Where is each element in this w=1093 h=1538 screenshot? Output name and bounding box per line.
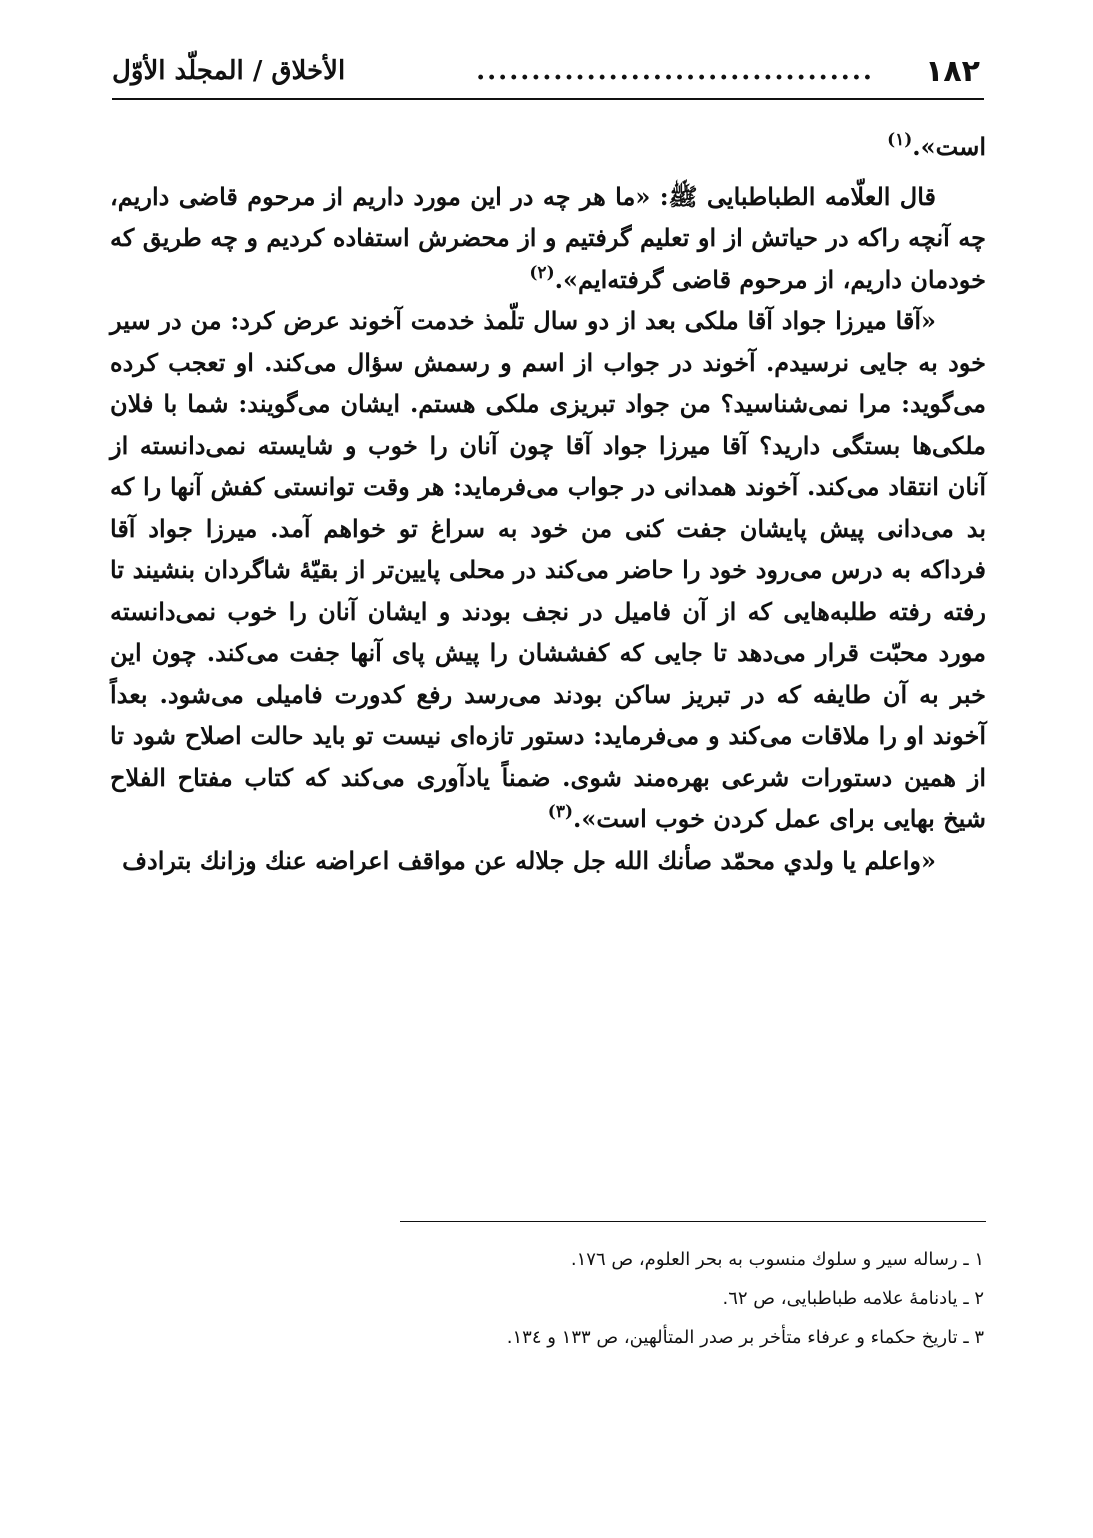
footnote-item: ۲ ـ یادنامهٔ علامه طباطبایی، ص ٦۲. (722, 1288, 984, 1309)
paragraph-text: قال العلّامه الطباطبایی ﷺ: «ما هر چه در این مورد داریم از مرحوم قاضی داریم، چه آنچه راکه در حیاتش از او تعلیم گرفتیم و از محضرش استفاده کردیم و چه طریق که خودمان داریم، از مرحوم قاضی گرفته‌ایم». (110, 181, 986, 294)
running-title: الأخلاق / المجلّد الأوّل (112, 56, 346, 86)
footnote-marker-1: (۱) (887, 130, 913, 150)
footnote-marker-2: (۲) (529, 262, 555, 283)
page-header (112, 52, 984, 96)
body-text (110, 126, 986, 881)
paragraph-text: «واعلم یا ولدي محمّد صأنك الله جل جلاله عن مواقف اعراضه عنك وزانك بترادف (122, 845, 936, 875)
footnotes (112, 1240, 984, 1357)
header-divider (112, 98, 984, 100)
paragraph-tabatabai-quote (110, 176, 986, 301)
paragraph-continuation (110, 126, 986, 168)
paragraph-mirza-javad-story (110, 300, 986, 840)
header-dot-leader: .................................... (476, 56, 874, 86)
footnote-item: ۳ ـ تاریخ حکماء و عرفاء متأخر بر صدر المتألهین، ص ۱۳۳ و ۱۳٤. (506, 1327, 984, 1348)
paragraph-arabic-quote (110, 840, 986, 882)
paragraph-text: است». (912, 132, 986, 161)
footnote-item: ۱ ـ رساله سیر و سلوك منسوب به بحر العلوم، ص ۱۷٦. (570, 1249, 984, 1270)
footnote-marker-3: (۳) (547, 802, 574, 822)
page-number: ۱۸۲ (925, 54, 980, 89)
footnote-divider (400, 1221, 986, 1222)
paragraph-text: «آقا میرزا جواد آقا ملکی بعد از دو سال تلّمذ خدمت آخوند عرض کرد: من در سیر خود به جایی نرسیدم. آخوند در جواب از اسم و رسمش سؤال می‌کند. او تعجب کرده می‌گوید: مرا نمی‌شناسید؟ من جواد تبریزی ملکی هستم. ایشان می‌گویند: شما با فلان ملکی‌ها بستگی دارید؟ آقا میرزا جواد آقا چون آنان را خوب و شایسته نمی‌دانسته از آنان انتقاد می‌کند. آخوند همدانی در جواب می‌فرماید: هر وقت توانستی کفش آنها را که بد می‌دانی پیش پایشان جفت کنی من خود به سراغ تو خواهم آمد. میرزا جواد آقا فرداکه به درس می‌رود خود را حاضر می‌کند در محلی پایین‌تر از بقیّهٔ شاگردان بنشیند تا رفته رفته طلبه‌هایی که از آن فامیل در نجف بودند و ایشان آنان را خوب نمی‌دانسته مورد محبّت قرار می‌دهد تا جایی که کفششان را پیش پای آنها جفت می‌کند. چون این خبر به آن طایفه که در تبریز ساکن بودند می‌رسد رفع کدورت فامیلی می‌شود. بعداً آخوند او را ملاقات می‌کند و می‌فرماید: دستور تازه‌ای نیست تو باید حالت اصلاح شود تا از همین دستورات شرعی بهره‌مند شوی. ضمناً یادآوری می‌کند که کتاب مفتاح الفلاح شیخ بهایی برای عمل کردن خوب است». (110, 306, 986, 833)
